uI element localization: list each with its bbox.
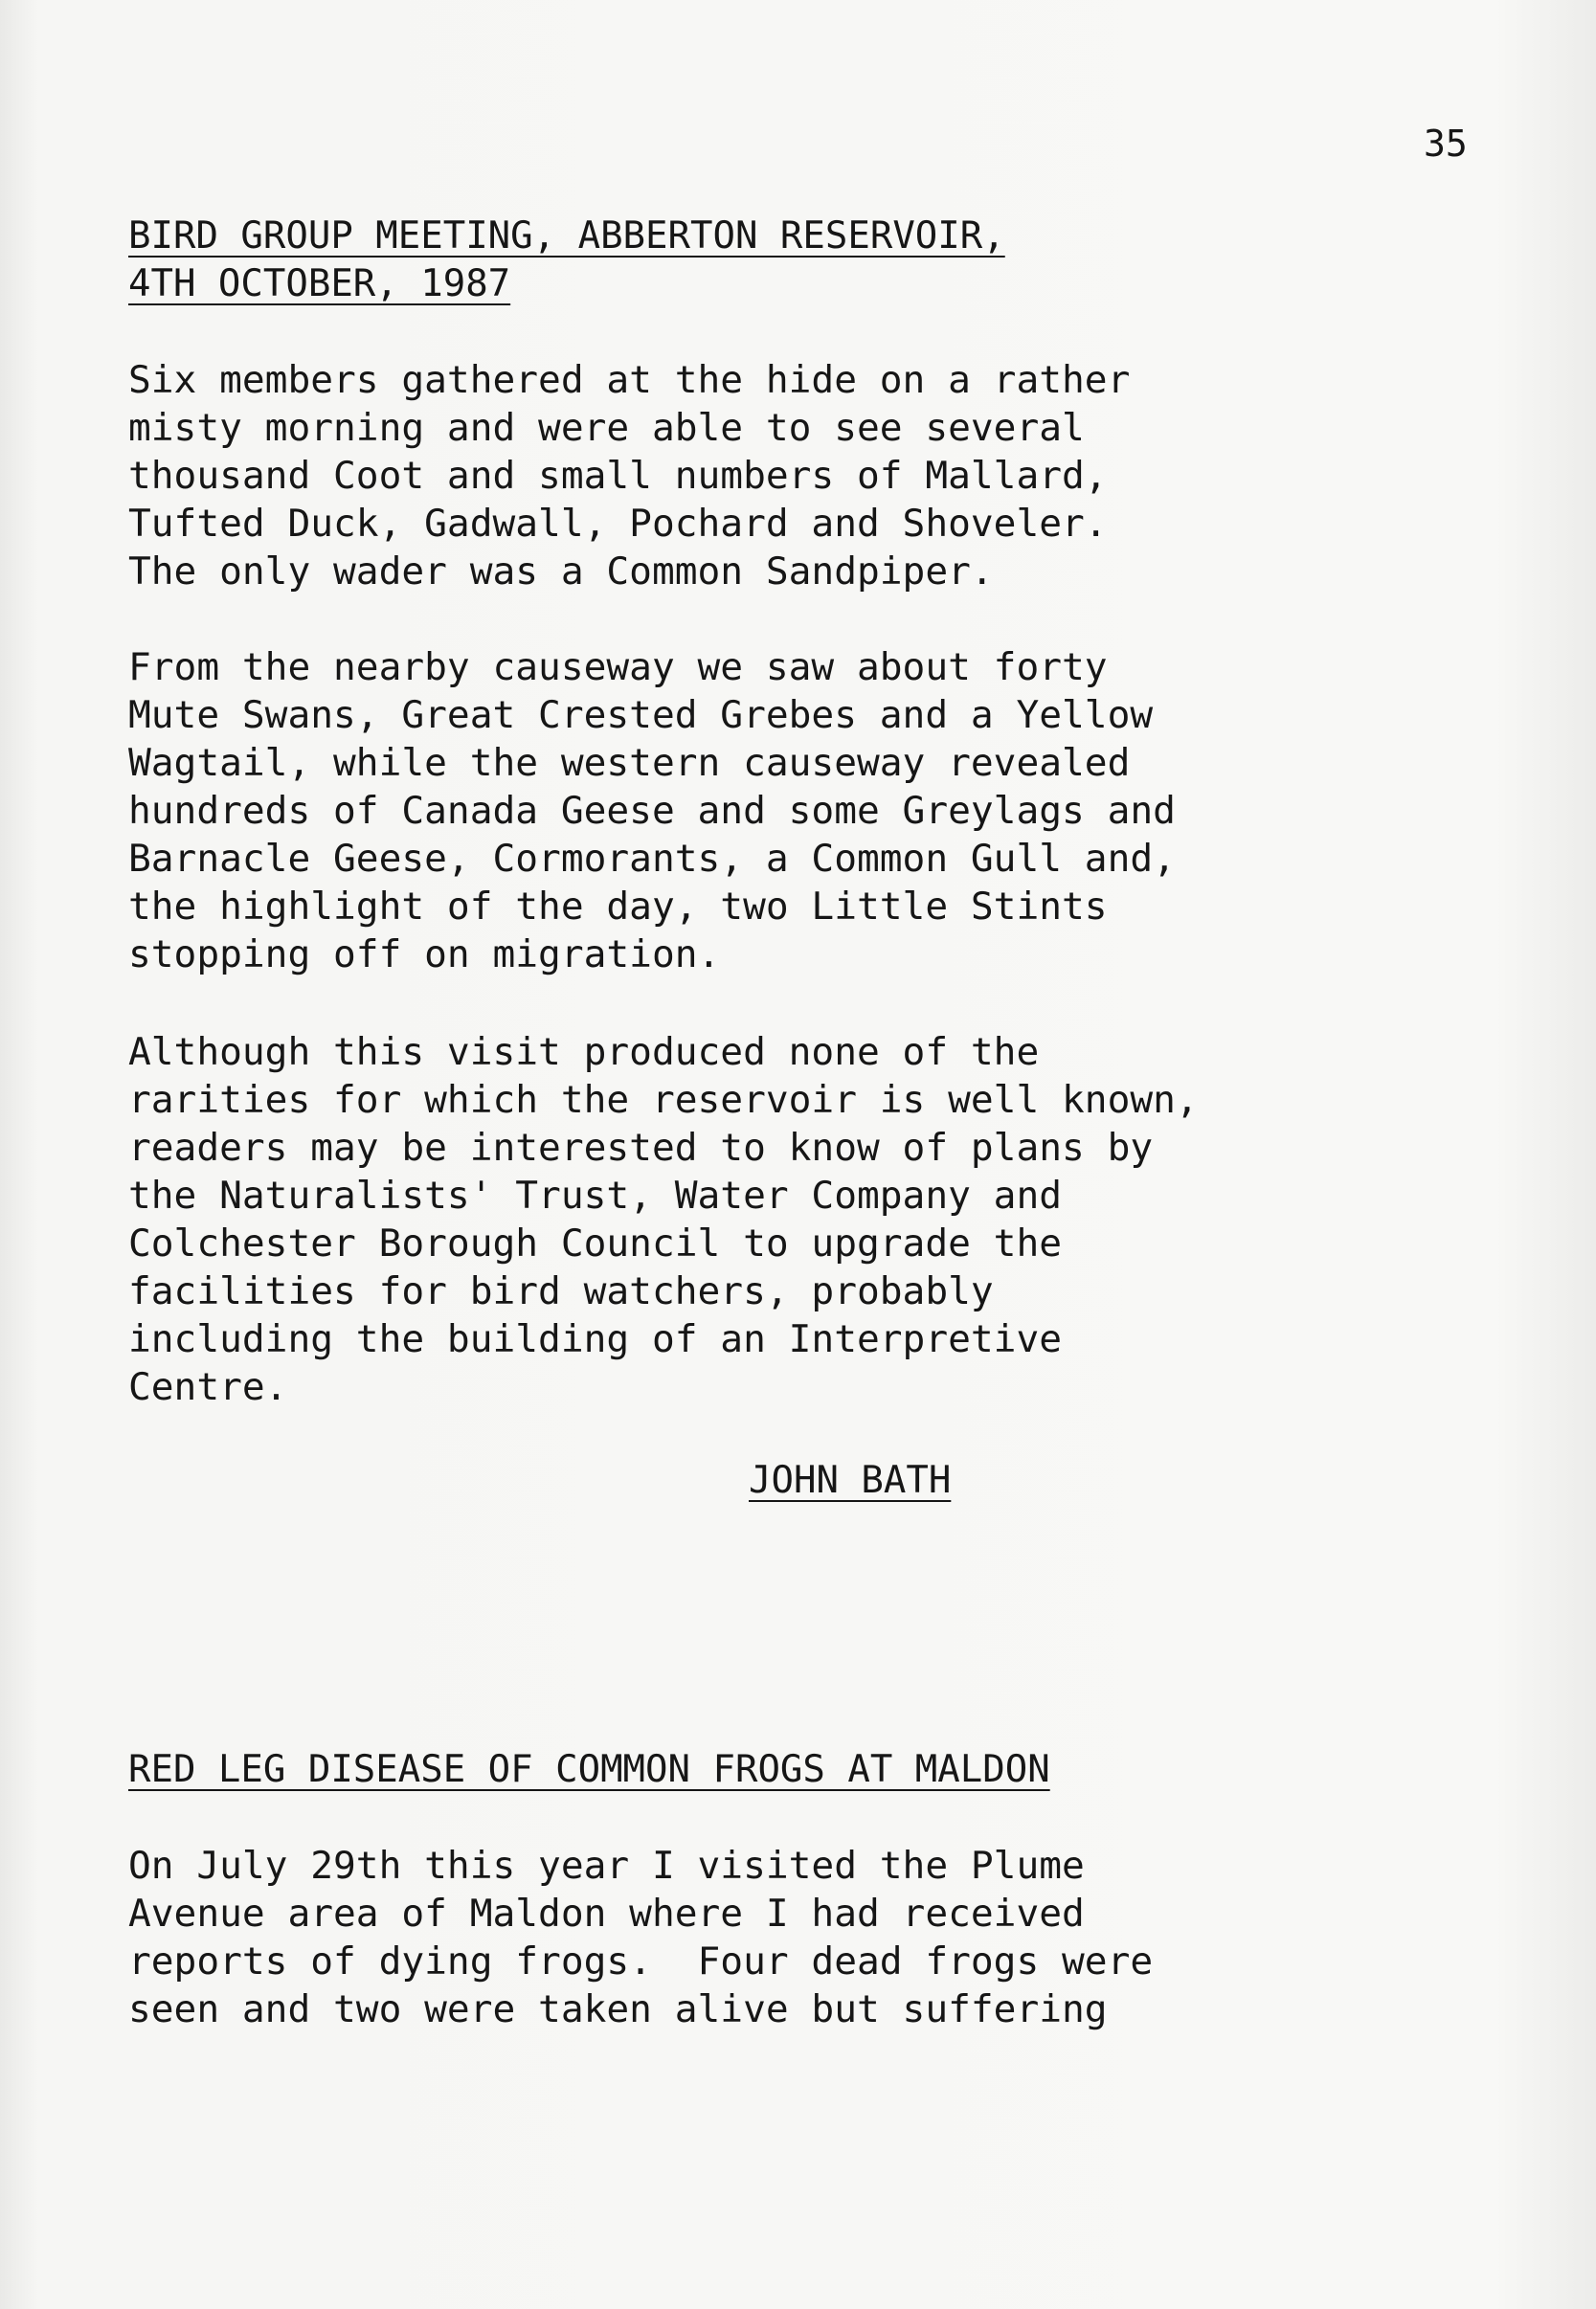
text-line: Six members gathered at the hide on a rather [128, 358, 1131, 402]
text-line: Centre. [128, 1365, 288, 1409]
text-line: seen and two were taken alive but suffering [128, 1987, 1108, 2031]
text-line: including the building of an Interpretive [128, 1317, 1063, 1361]
text-line: facilities for bird watchers, probably [128, 1269, 994, 1313]
text-line: the Naturalists' Trust, Water Company and [128, 1174, 1063, 1218]
heading-line: 4TH OCTOBER, 1987 [128, 262, 511, 305]
text-line: Barnacle Geese, Cormorants, a Common Gull and, [128, 837, 1176, 881]
heading-line: RED LEG DISEASE OF COMMON FROGS AT MALDON [128, 1748, 1050, 1791]
paragraph [128, 356, 1488, 595]
article-heading [128, 1746, 1488, 1794]
text-line: the highlight of the day, two Little Stints [128, 885, 1108, 929]
text-line: Wagtail, while the western causeway revealed [128, 741, 1131, 785]
paragraph [128, 1842, 1488, 2033]
text-line: From the nearby causeway we saw about forty [128, 645, 1108, 689]
text-line: misty morning and were able to see several [128, 406, 1085, 450]
text-line: Although this visit produced none of the [128, 1030, 1040, 1074]
text-line: The only wader was a Common Sandpiper. [128, 549, 994, 594]
text-line: Avenue area of Maldon where I had received [128, 1892, 1085, 1936]
text-line: reports of dying frogs. Four dead frogs were [128, 1939, 1154, 1984]
text-line: Mute Swans, Great Crested Grebes and a Yellow [128, 693, 1154, 737]
article-heading [128, 213, 1488, 308]
author-signature: JOHN BATH [749, 1459, 952, 1502]
article-red-leg-disease [128, 1746, 1488, 1794]
text-line: stopping off on migration. [128, 932, 721, 976]
text-line: Tufted Duck, Gadwall, Pochard and Shoveler. [128, 502, 1108, 546]
text-line: readers may be interested to know of plans by [128, 1126, 1154, 1170]
page-number: 35 [1424, 123, 1468, 165]
text-line: Colchester Borough Council to upgrade the [128, 1222, 1063, 1266]
text-line: hundreds of Canada Geese and some Greylags and [128, 789, 1176, 833]
text-line: rarities for which the reservoir is well known, [128, 1078, 1199, 1122]
heading-line: BIRD GROUP MEETING, ABBERTON RESERVOIR, [128, 214, 1005, 258]
text-line: thousand Coot and small numbers of Mallard, [128, 454, 1108, 498]
paragraph [128, 1028, 1488, 1411]
article-bird-group-meeting [128, 213, 1488, 308]
text-line: On July 29th this year I visited the Plume [128, 1844, 1085, 1888]
paragraph [128, 643, 1488, 978]
